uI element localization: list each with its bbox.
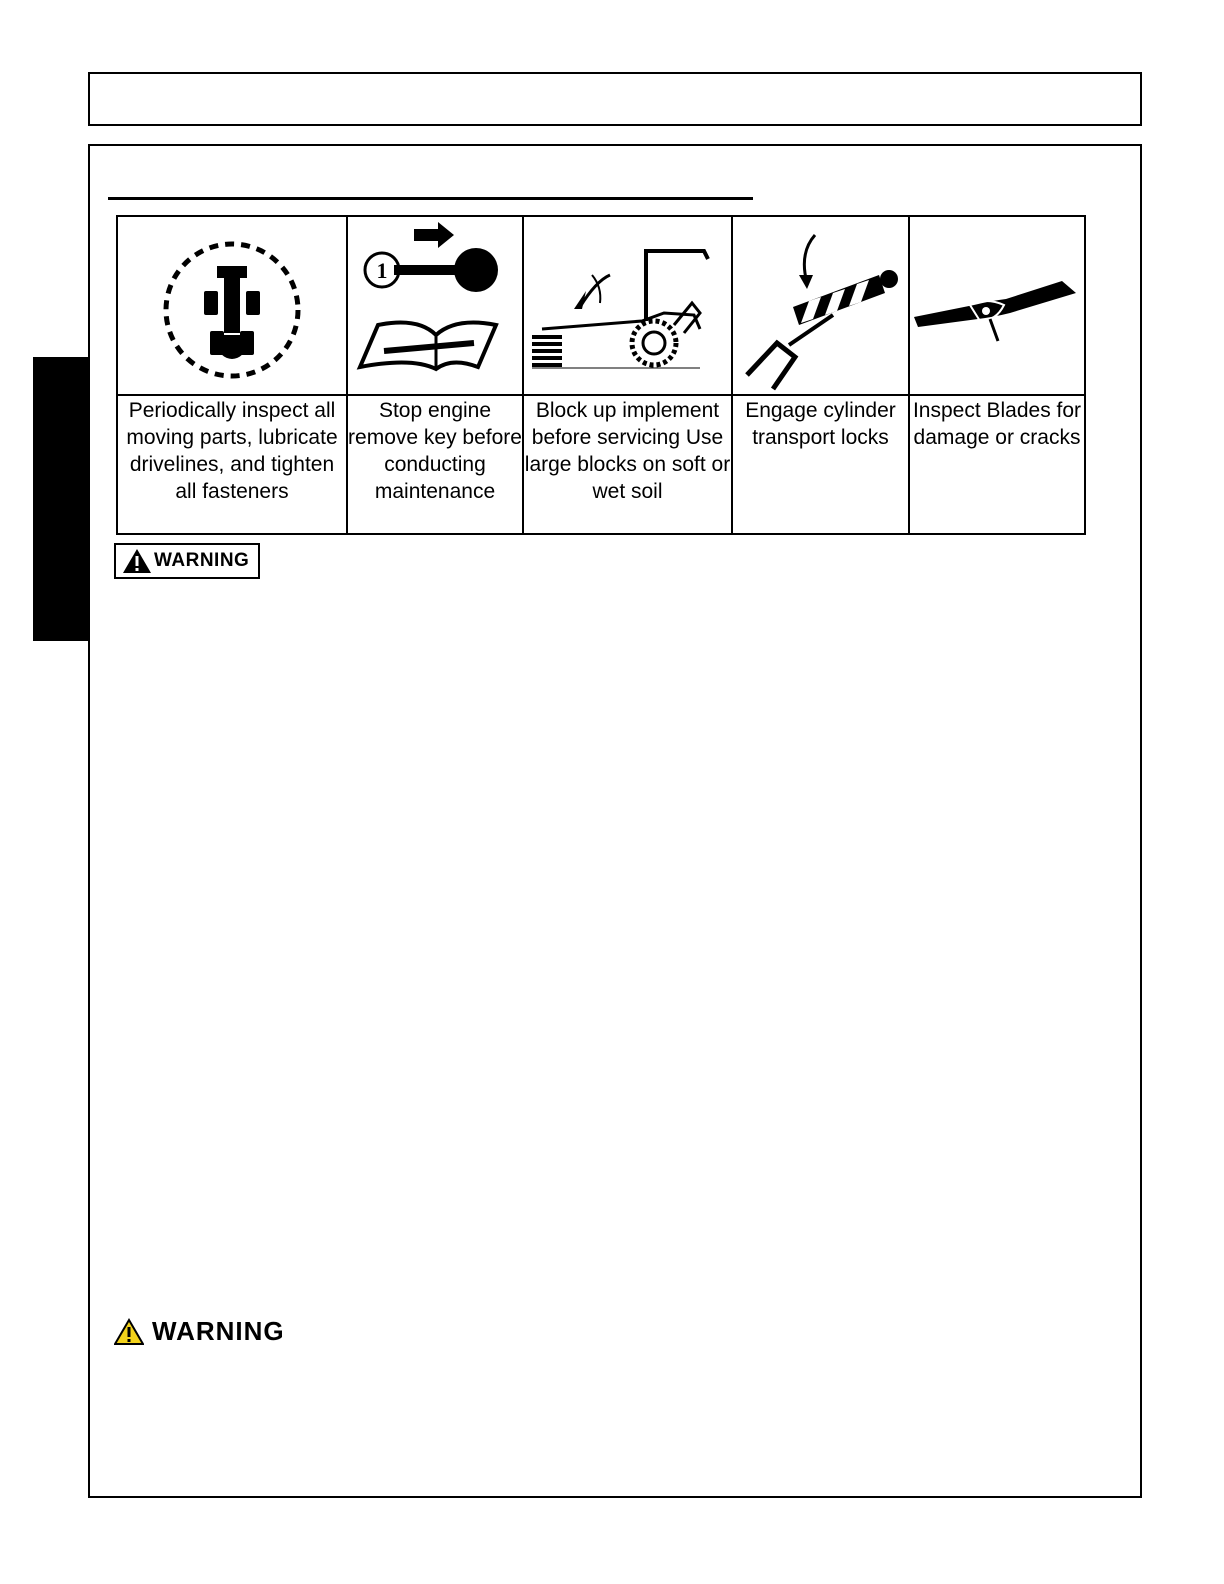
decal-panel-block-up (524, 217, 733, 533)
decal-panel-cylinder-locks (733, 217, 910, 533)
decal-panel-inspect (118, 217, 348, 533)
tractor-inspection-icon (118, 217, 346, 394)
key-and-manual-icon (348, 217, 522, 394)
warning-label-small (114, 543, 260, 579)
warning-triangle-icon (122, 548, 152, 574)
page-header-box (88, 72, 1142, 126)
maintenance-safety-decal (116, 215, 1086, 535)
block-up-implement-icon (524, 217, 731, 394)
decal-caption-inspect-blades: Inspect Blades for damage or cracks (912, 399, 1082, 449)
blade-inspection-icon (910, 217, 1082, 394)
decal-caption-block-up: Block up implement before servicing Use large blocks on soft or wet soil (524, 399, 731, 503)
decal-caption-cylinder-locks: Engage cylinder transport locks (745, 399, 896, 449)
warning-triangle-icon (114, 1318, 144, 1346)
decal-panel-stop-engine (348, 217, 524, 533)
section-side-tab (33, 357, 88, 641)
warning-label-small-text: WARNING (154, 550, 250, 571)
svg-text:1: 1 (376, 258, 388, 283)
warning-label-large (114, 1316, 285, 1347)
decal-caption-inspect: Periodically inspect all moving parts, lubricate drivelines, and tighten all fasteners (126, 399, 338, 503)
cylinder-lock-icon (733, 217, 908, 394)
section-title-rule (108, 197, 753, 200)
decal-panel-inspect-blades (910, 217, 1084, 533)
decal-caption-stop-engine: Stop engine remove key before conducting maintenance (348, 399, 522, 503)
warning-label-large-text: WARNING (152, 1316, 285, 1346)
